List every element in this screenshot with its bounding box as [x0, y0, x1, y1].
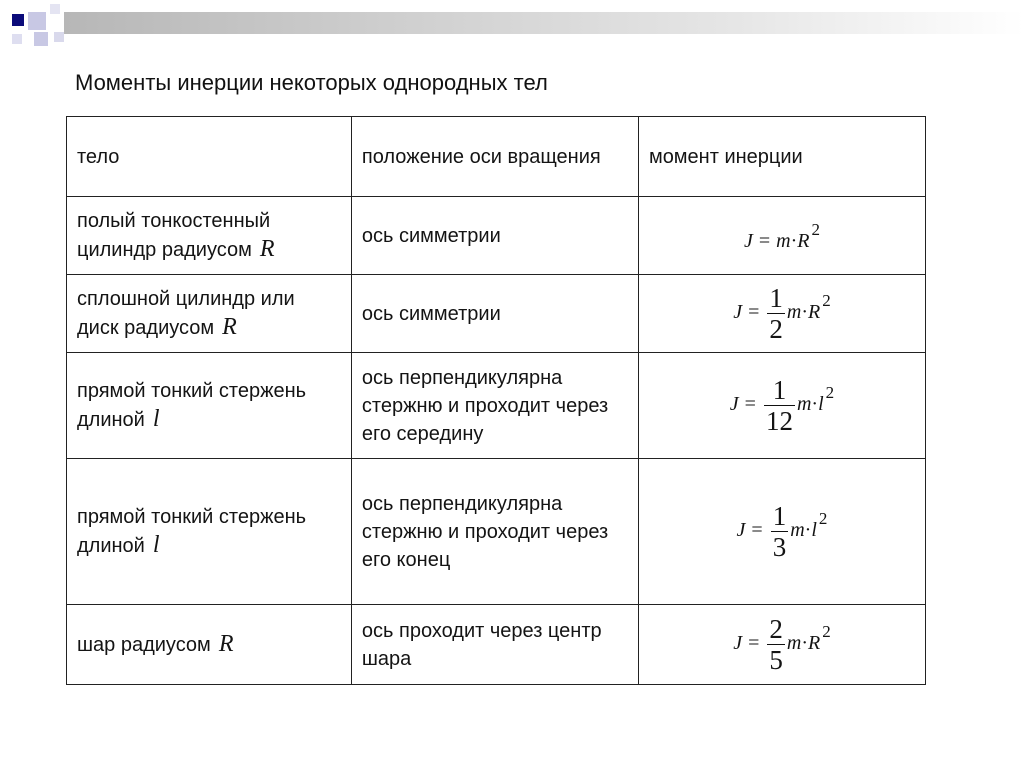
formula-power: 2	[825, 383, 835, 403]
formula-variable: l	[811, 519, 817, 542]
formula-variable: l	[818, 393, 824, 416]
fraction-denominator: 12	[765, 406, 793, 436]
header-cell-body: тело	[67, 117, 352, 197]
fraction-denominator: 2	[769, 314, 783, 344]
formula-power: 2	[818, 509, 828, 529]
formula-power: 2	[811, 220, 820, 239]
formula-variable: R	[797, 230, 810, 252]
body-description: прямой тонкий стержень длиной	[77, 506, 307, 557]
formula-dot: ·	[804, 519, 812, 542]
fraction	[771, 501, 789, 562]
body-cell	[67, 353, 352, 459]
body-cell	[67, 197, 352, 275]
axis-cell: ось проходит через центр шара	[351, 605, 638, 685]
formula-power: 2	[822, 291, 831, 311]
fraction-numerator: 1	[764, 375, 795, 406]
formula-mass: m	[790, 519, 805, 542]
moment-formula-cell	[638, 353, 925, 459]
body-cell	[67, 459, 352, 605]
formula-dot: ·	[790, 230, 798, 252]
header-cell-moment: момент инерции	[638, 117, 925, 197]
formula-equals: =	[751, 519, 763, 542]
table-row	[67, 459, 926, 605]
axis-cell: ось симметрии	[351, 275, 638, 353]
moment-formula-cell	[638, 197, 925, 275]
axis-cell: ось перпендикулярна стержню и проходит через его середину	[351, 353, 638, 459]
axis-cell: ось перпендикулярна стержню и проходит через его конец	[351, 459, 638, 605]
header-cell-axis: положение оси вращения	[351, 117, 638, 197]
table-header-row	[67, 117, 926, 197]
fraction-numerator: 1	[772, 501, 787, 531]
moment-formula-cell	[638, 459, 925, 605]
table-row	[67, 197, 926, 275]
decor-square	[34, 32, 48, 46]
fraction-numerator: 2	[769, 614, 783, 644]
fraction-denominator: 5	[769, 645, 783, 675]
slide-title: Моменты инерции некоторых однородных тел	[75, 70, 548, 95]
body-description: прямой тонкий стержень длиной	[77, 380, 307, 431]
body-cell	[67, 275, 352, 353]
fraction	[764, 375, 795, 436]
formula-mass: m	[786, 632, 802, 655]
body-symbol: l	[152, 532, 160, 558]
formula-dot: ·	[811, 393, 819, 416]
fraction-numerator: 1	[769, 283, 783, 313]
formula-dot: ·	[801, 632, 808, 655]
body-symbol: R	[259, 236, 275, 262]
formula-lhs: J	[733, 301, 743, 324]
fraction	[767, 283, 785, 344]
slide-header-decoration	[0, 0, 1024, 60]
decor-square	[28, 12, 46, 30]
header-gradient-bar	[64, 12, 1024, 34]
formula-lhs: J	[743, 230, 753, 252]
body-cell	[67, 605, 352, 685]
body-description: сплошной цилиндр или диск радиусом	[77, 288, 295, 339]
moment-formula-cell	[638, 605, 925, 685]
decor-square	[54, 32, 64, 42]
table-row	[67, 353, 926, 459]
axis-cell: ось симметрии	[351, 197, 638, 275]
formula-mass: m	[796, 393, 812, 416]
body-symbol: R	[222, 314, 237, 340]
formula-variable: R	[808, 632, 821, 655]
formula-variable: R	[808, 301, 821, 324]
body-description: шар радиусом	[77, 634, 211, 656]
decor-square	[50, 4, 60, 14]
formula-equals: =	[748, 632, 760, 655]
body-symbol: R	[218, 631, 234, 657]
decor-square	[12, 14, 24, 26]
formula-lhs: J	[736, 519, 746, 542]
formula-mass: m	[786, 301, 802, 324]
formula-power: 2	[822, 622, 831, 642]
table-row	[67, 605, 926, 685]
formula-equals: =	[744, 393, 756, 416]
formula-equals: =	[748, 301, 760, 324]
formula-mass: m	[776, 230, 791, 252]
decor-square	[12, 34, 22, 44]
formula-lhs: J	[733, 632, 743, 655]
body-symbol: l	[152, 406, 160, 432]
fraction-denominator: 3	[772, 532, 787, 562]
table-row	[67, 275, 926, 353]
formula-lhs: J	[729, 393, 739, 416]
body-description: полый тонкостенный цилиндр радиусом	[77, 210, 271, 261]
inertia-table	[66, 116, 926, 685]
moment-formula-cell	[638, 275, 925, 353]
fraction	[767, 614, 785, 675]
formula-dot: ·	[801, 301, 808, 324]
formula-equals: =	[758, 230, 771, 252]
